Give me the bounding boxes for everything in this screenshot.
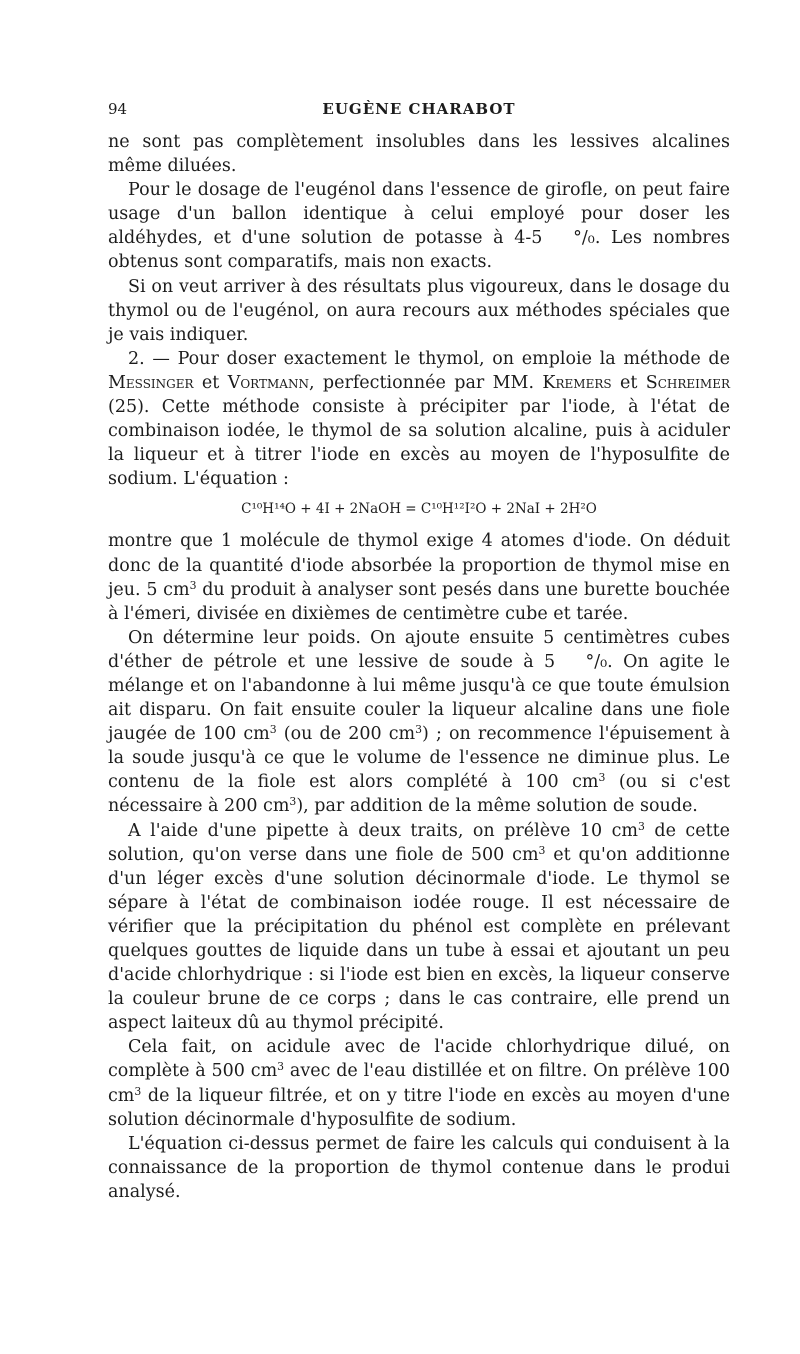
percent-sign: °/₀ (585, 651, 608, 672)
page-header (108, 100, 730, 124)
paragraph-7: A l'aide d'une pipette à deux traits, on prélève 10 $cm^3$ de cette solution, qu'on verse dans une fiole de 500 $cm^3$ et qu'on additionne d'un léger excès d'une solution décinormale d'iode. Le thymol se sépare à l'état de combinaison iodée rouge. Il est nécessaire de vérifier que la précipitation du phénol est complète en prélevant quelques gouttes de liquide dans un tube à essai et ajoutant un peu d'acide chlorhydrique : si l'iode est bien en excès, la liqueur conserve la couleur brune de ce corps ; dans le cas contraire, elle prend un aspect laiteux dû au thymol précipité. (108, 819, 730, 1034)
chemical-equation: C¹⁰H¹⁴O + 4I + 2NaOH = C¹⁰H¹²I²O + 2NaI + 2H²O (241, 501, 597, 518)
paragraph-1: ne sont pas complètement insolubles dans les lessives alcalines même diluées. (108, 132, 730, 177)
paragraph-3: Si on veut arriver à des résultats plus vigoureux, dans le dosage du thymol ou de l'eugénol, on aura recours aux méthodes spéciales que je vais indiquer. (108, 276, 730, 345)
author-name: Vortmann (227, 372, 309, 393)
paragraph-2: Pour le dosage de l'eugénol dans l'essence de girofle, on peut faire usage d'un ballon identique à celui employé pour doser les aldéhydes, et d'une solution de potasse à 4-5 °/₀. Les nombres obtenus sont comparatifs, mais non exacts. (108, 180, 731, 273)
author-name: Messinger (108, 372, 194, 393)
paragraph-9: L'équation ci-dessus permet de faire les calculs qui conduisent à la connaissance de la proportion de thymol contenue dans le produi analysé. (108, 1133, 730, 1202)
paragraph-6: On détermine leur poids. On ajoute ensuite 5 centimètres cubes d'éther de pétrole et une lessive de soude à 5 °/₀. On agite le mélange et on l'abandonne à lui même jusqu'à ce que toute émulsion ait disparu. On fait ensuite couler la liqueur alcaline dans une fiole jaugée de 100 $cm^3$ (ou de 200 $cm^3$) ; on recommence l'épuisement à la soude jusqu'à ce que le volume de l'essence ne diminue plus. Le contenu de la fiole est alors complété à 100 $cm^3$ (ou si c'est nécessaire à 200 $cm^3$), par addition de la même solution de soude. (108, 627, 731, 817)
running-title: EUGÈNE CHARABOT (322, 100, 516, 118)
page-number: 94 (108, 100, 128, 118)
percent-sign: °/₀ (573, 228, 595, 249)
author-name: Schreimer (645, 372, 731, 393)
paragraph-5: montre que 1 molécule de thymol exige 4 atomes d'iode. On déduit donc de la quantité d'iode absorbée la proportion de thymol mise en jeu. 5 $cm^3$ du produit à analyser sont pesés dans une burette bouchée à l'émeri, divisée en dixièmes de centimètre cube et tarée. (108, 531, 730, 624)
body-text (108, 130, 730, 1204)
author-name: Kremers (542, 372, 612, 393)
paragraph-4: 2. — Pour doser exactement le thymol, on emploie la méthode de Messinger et Vortmann, perfectionnée par MM. Kremers et Schreimer (25). Cette méthode consiste à précipiter par l'iode, à l'état de combinaison iodée, le thymol de sa solution alcaline, puis à aciduler la liqueur et à titrer l'iode en excès au moyen de l'hyposulfite de sodium. L'équation : (108, 348, 731, 490)
paragraph-8: Cela fait, on acidule avec de l'acide chlorhydrique dilué, on complète à 500 $cm^3$ avec de l'eau distillée et on filtre. On prélève 100 $cm^3$ de la liqueur filtrée, et on y titre l'iode en excès au moyen d'une solution décinormale d'hyposulfite de sodium. (108, 1037, 730, 1130)
